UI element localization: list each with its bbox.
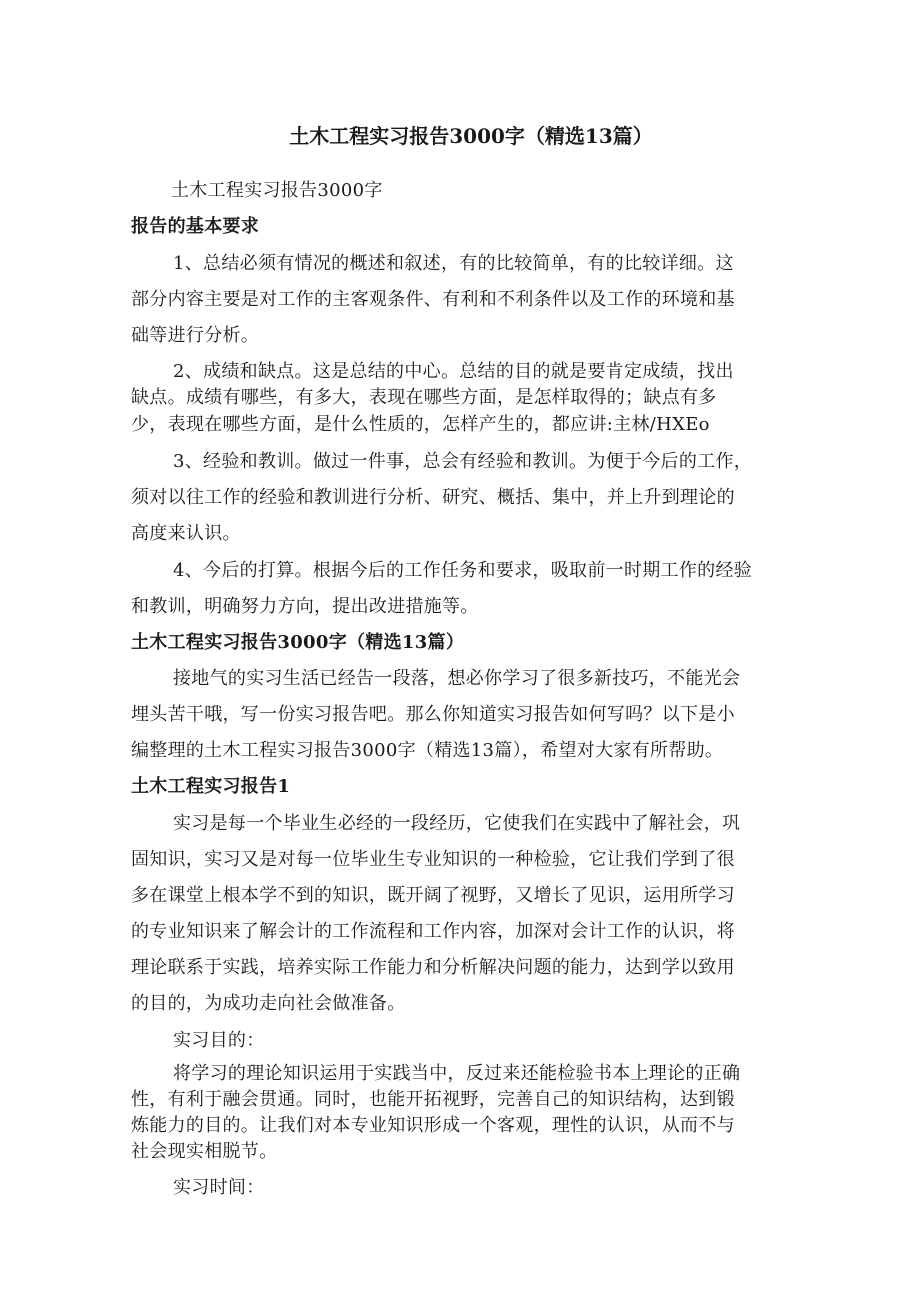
p1-line-4: 的专业知识来了解会计的工作流程和工作内容，加深对会计工作的认识，将 bbox=[131, 921, 735, 942]
purpose-line-2: 性，有利于融会贯通。同时，也能开拓视野，完善自己的知识结构，达到锻 bbox=[131, 1089, 735, 1110]
req3-line-2: 须对以往工作的经验和教训进行分析、研究、概括、集中，并上升到理论的 bbox=[131, 487, 735, 508]
purpose-line-4: 社会现实相脱节。 bbox=[131, 1141, 278, 1162]
p1-line-3: 多在课堂上根本学不到的知识，既开阔了视野，又增长了见识，运用所学习 bbox=[131, 885, 735, 906]
heading-report-1: 土木工程实习报告1 bbox=[131, 776, 291, 797]
purpose-line-3: 炼能力的目的。让我们对本专业知识形成一个客观，理性的认识，从而不与 bbox=[131, 1115, 735, 1136]
intro-line-3: 编整理的土木工程实习报告3000字（精选13篇），希望对大家有所帮助。 bbox=[131, 740, 724, 761]
req1-line-2: 部分内容主要是对工作的主客观条件、有利和不利条件以及工作的环境和基 bbox=[131, 289, 735, 310]
p1-line-6: 的目的，为成功走向社会做准备。 bbox=[131, 993, 406, 1014]
intro-line-2: 埋头苦干哦，写一份实习报告吧。那么你知道实习报告如何写吗？以下是小 bbox=[131, 704, 735, 725]
req1-line-1: 1、总结必须有情况的概述和叙述，有的比较简单，有的比较详细。这 bbox=[173, 253, 734, 274]
purpose-line-1: 将学习的理论知识运用于实践当中，反过来还能检验书本上理论的正确 bbox=[173, 1063, 741, 1084]
req2-line-1: 2、成绩和缺点。这是总结的中心。总结的目的就是要肯定成绩，找出 bbox=[173, 361, 734, 382]
purpose-label: 实习目的： bbox=[173, 1030, 265, 1051]
req2-line-3: 少，表现在哪些方面，是什么性质的，怎样产生的，都应讲:主林/HXEo bbox=[131, 414, 710, 435]
req4-line-2: 和教训，明确努力方向，提出改进措施等。 bbox=[131, 596, 479, 617]
req3-line-3: 高度来认识。 bbox=[131, 523, 241, 544]
req2-line-2: 缺点。成绩有哪些，有多大，表现在哪些方面，是怎样取得的；缺点有多 bbox=[131, 387, 717, 408]
time-label: 实习时间： bbox=[173, 1177, 265, 1198]
heading-main: 土木工程实习报告3000字（精选13篇） bbox=[131, 632, 465, 653]
intro-line-1: 接地气的实习生活已经告一段落，想必你学习了很多新技巧，不能光会 bbox=[173, 668, 741, 689]
req1-line-3: 础等进行分析。 bbox=[131, 325, 260, 346]
subtitle: 土木工程实习报告3000字 bbox=[171, 180, 383, 201]
p1-line-2: 固知识，实习又是对每一位毕业生专业知识的一种检验，它让我们学到了很 bbox=[131, 849, 735, 870]
p1-line-1: 实习是每一个毕业生必经的一段经历，它使我们在实践中了解社会，巩 bbox=[173, 813, 741, 834]
p1-line-5: 理论联系于实践，培养实际工作能力和分析解决问题的能力，达到学以致用 bbox=[131, 957, 735, 978]
req4-line-1: 4、今后的打算。根据今后的工作任务和要求，吸取前一时期工作的经验 bbox=[173, 560, 753, 581]
document-title: 土木工程实习报告3000字（精选13篇） bbox=[289, 124, 653, 148]
heading-requirements: 报告的基本要求 bbox=[131, 216, 260, 237]
req3-line-1: 3、经验和教训。做过一件事，总会有经验和教训。为便于今后的工作， bbox=[173, 451, 753, 472]
